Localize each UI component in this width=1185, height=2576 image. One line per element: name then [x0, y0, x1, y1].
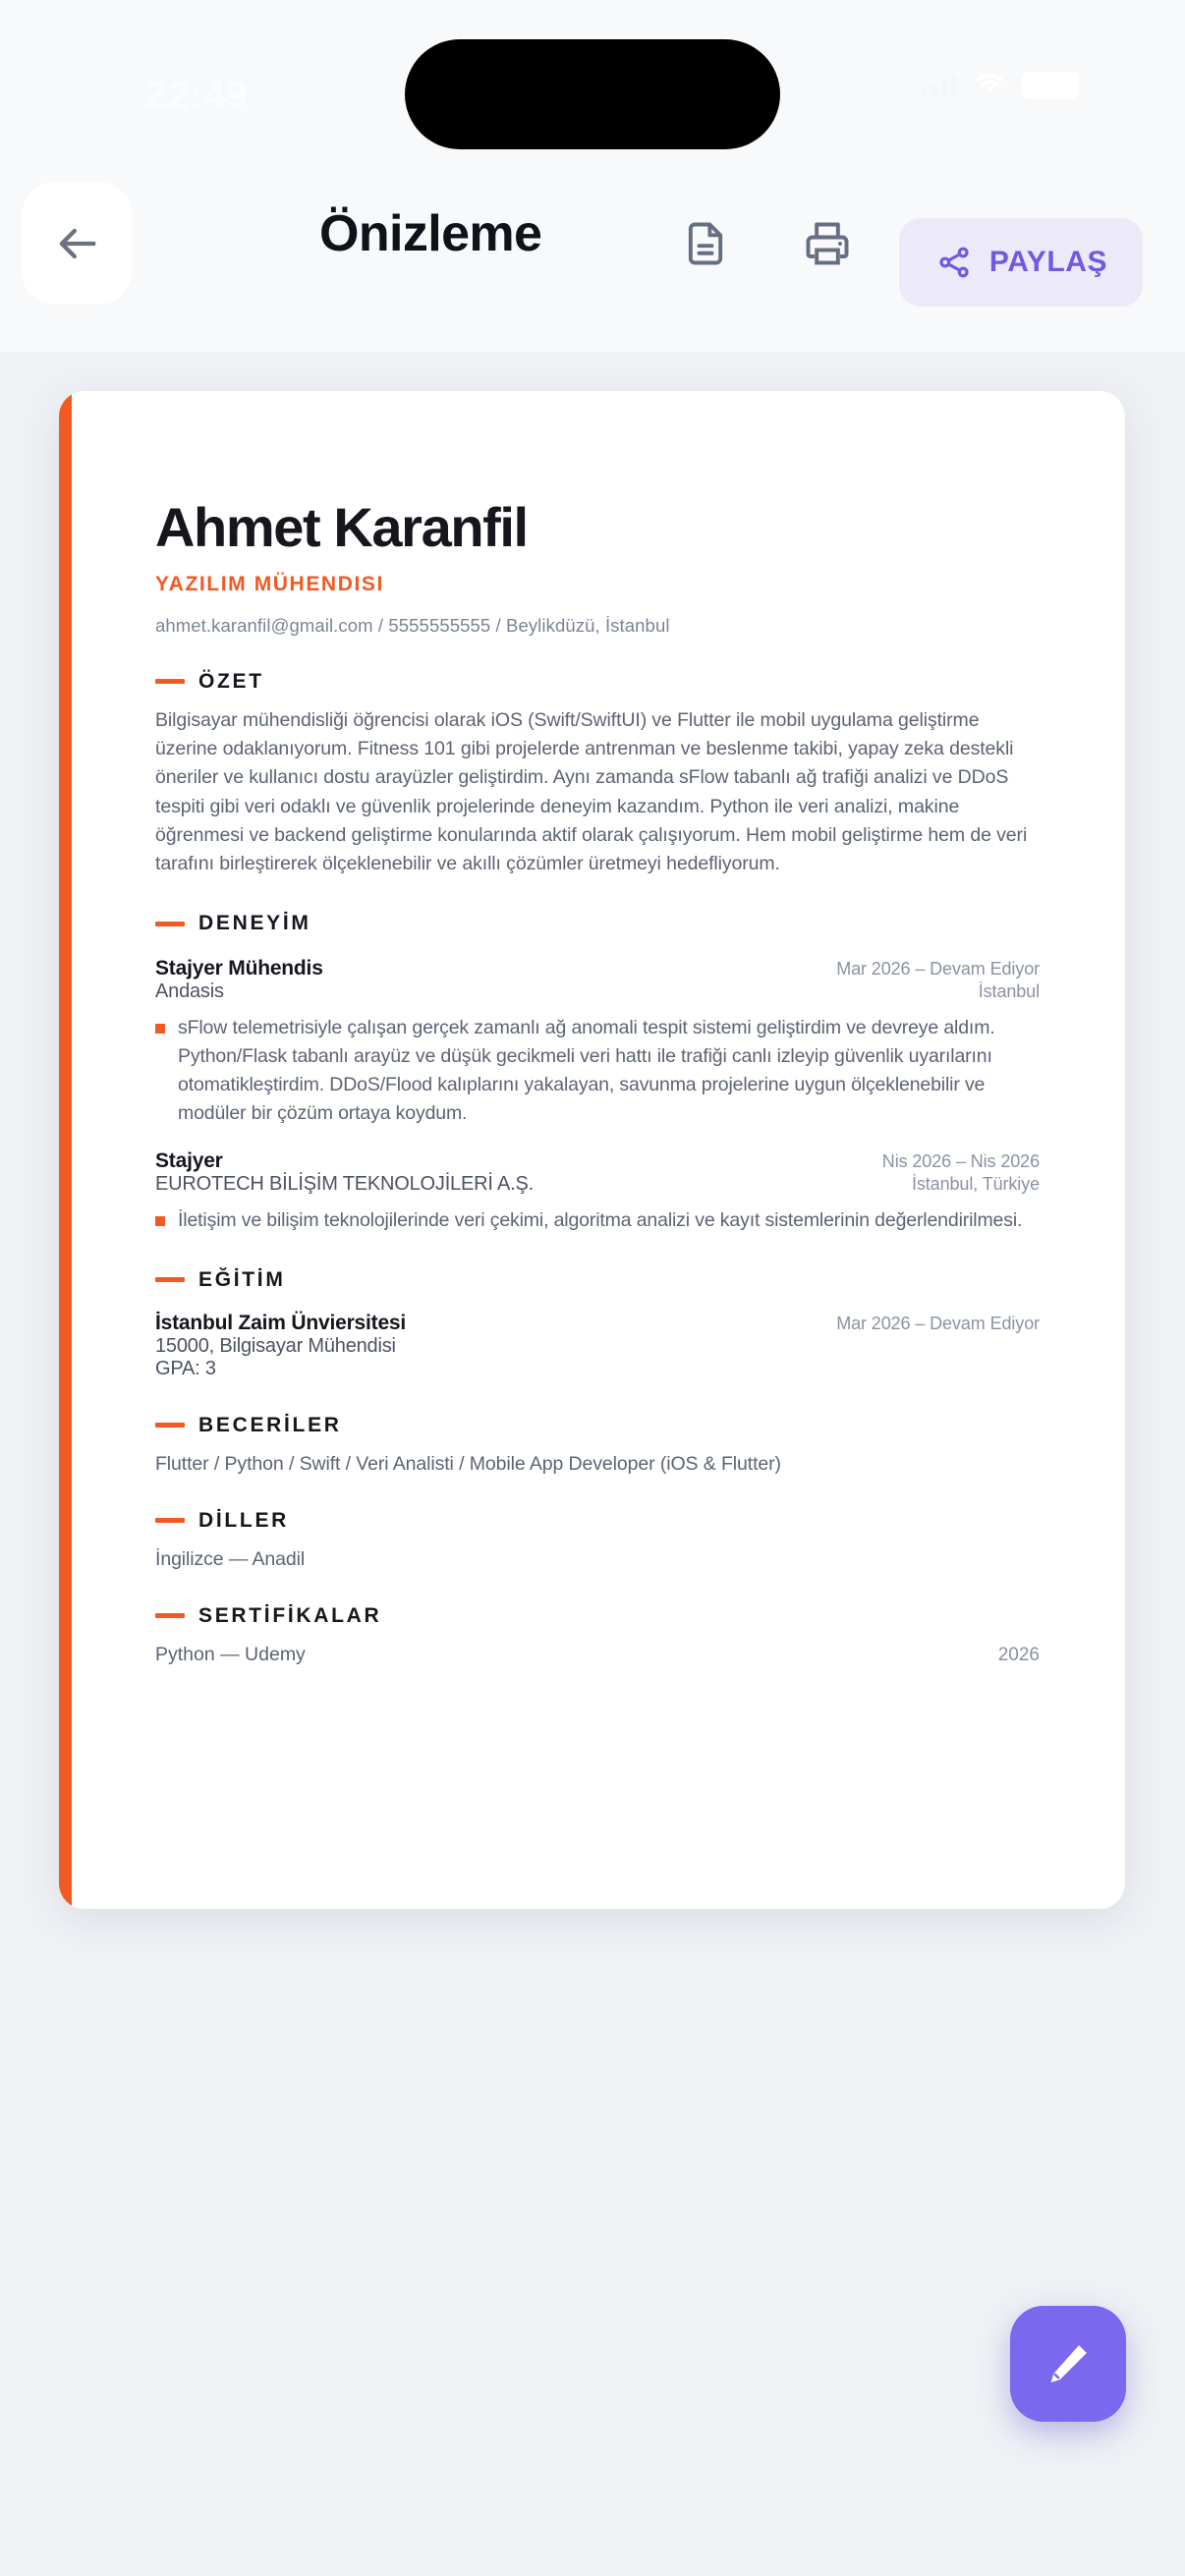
section-dash-icon	[155, 922, 185, 926]
wifi-icon	[971, 69, 1008, 101]
section-header-skills	[155, 1414, 1040, 1437]
section-dash-icon	[155, 1423, 185, 1428]
section-title-certificates: SERTİFİKALAR	[198, 1603, 382, 1627]
status-bar	[0, 0, 1185, 157]
status-bar-time: 22:49	[145, 74, 249, 117]
section-header-education	[155, 1268, 1040, 1292]
page-title: Önizleme	[319, 205, 542, 262]
education-gpa: GPA: 3	[155, 1357, 216, 1379]
cellular-signal-icon	[922, 74, 957, 97]
document-icon	[680, 218, 731, 269]
bullet-square-icon	[155, 1216, 165, 1226]
status-bar-indicators	[922, 69, 1079, 101]
section-title-languages: DİLLER	[198, 1508, 290, 1532]
experience-org: Andasis	[155, 980, 224, 1003]
experience-date: Mar 2026 – Devam Ediyor	[836, 959, 1040, 980]
experience-title: Stajyer	[155, 1148, 223, 1172]
experience-bullet-text: İletişim ve bilişim teknolojilerinde veri çekimi, algoritma analizi ve kayıt sistemlerinin değerlendirilmesi.	[178, 1208, 1023, 1231]
education-date: Mar 2026 – Devam Ediyor	[836, 1313, 1040, 1333]
experience-item	[155, 1149, 1040, 1235]
certificate-year: 2026	[997, 1644, 1040, 1665]
back-button[interactable]	[22, 182, 132, 305]
section-header-languages	[155, 1509, 1040, 1533]
dynamic-island	[405, 39, 780, 149]
section-header-summary	[155, 670, 1040, 694]
resume-role: YAZILIM MÜHENDISI	[155, 572, 384, 595]
certificate-item	[155, 1644, 1040, 1666]
education-item	[155, 1312, 1040, 1380]
experience-location: İstanbul, Türkiye	[911, 1173, 1040, 1194]
section-title-skills: BECERİLER	[198, 1413, 342, 1436]
experience-bullet	[155, 1014, 1040, 1127]
experience-org: EUROTECH BİLİŞİM TEKNOLOJİLERİ A.Ş.	[155, 1172, 534, 1195]
section-title-summary: ÖZET	[198, 669, 264, 693]
edit-fab-button[interactable]	[1010, 2306, 1126, 2422]
experience-location: İstanbul	[978, 981, 1040, 1002]
skills-text: Flutter / Python / Swift / Veri Analisti / Mobile App Developer (iOS & Flutter)	[155, 1452, 781, 1475]
summary-text: Bilgisayar mühendisliği öğrencisi olarak iOS (Swift/SwiftUI) ve Flutter ile mobil uygulama geliştirme üzerine odaklanıyorum. Fitness 101 gibi projelerde antrenman ve beslenme takibi, yapay zeka destekli öneriler ve kullanıcı dostu arayüzler geliştirdim. Aynı zamanda sFlow tabanlı ağ trafiği analizi ve DDoS tespiti gibi veri odaklı ve güvenlik projelerinde deneyim kazandım. Python ile veri analizi, makine öğrenmesi ve backend geliştirme konularında aktif olarak çalışıyorum. Hem mobil geliştirme hem de veri tarafını birleştirerek ölçeklenebilir ve akıllı çözümler üretmeyi hedefliyorum.	[155, 708, 1028, 875]
resume-name: Ahmet Karanfil	[155, 496, 528, 558]
experience-date: Nis 2026 – Nis 2026	[881, 1150, 1040, 1171]
resume-contact: ahmet.karanfil@gmail.com / 5555555555 / Beylikdüzü, İstanbul	[155, 614, 670, 636]
share-button[interactable]	[899, 218, 1143, 307]
pencil-icon	[1042, 2337, 1095, 2390]
section-dash-icon	[155, 679, 185, 684]
experience-bullet	[155, 1206, 1040, 1235]
experience-title: Stajyer Mühendis	[155, 957, 323, 980]
experience-item	[155, 957, 1040, 1127]
resume-preview-card[interactable]	[59, 391, 1125, 1909]
section-dash-icon	[155, 1518, 185, 1523]
certificate-name: Python — Udemy	[155, 1643, 306, 1665]
printer-icon	[802, 218, 853, 269]
section-title-education: EĞİTİM	[198, 1267, 286, 1291]
arrow-left-icon	[51, 218, 102, 269]
education-school: İstanbul Zaim Ünviersitesi	[155, 1311, 407, 1334]
battery-icon	[1022, 72, 1079, 99]
education-detail: 15000, Bilgisayar Mühendisi	[155, 1334, 396, 1357]
section-header-experience	[155, 912, 1040, 935]
share-button-label: PAYLAŞ	[988, 246, 1108, 278]
document-button[interactable]	[670, 208, 741, 279]
accent-bar	[59, 391, 72, 1909]
print-button[interactable]	[792, 208, 863, 279]
section-dash-icon	[155, 1613, 185, 1618]
section-header-certificates	[155, 1604, 1040, 1628]
section-title-experience: DENEYİM	[198, 912, 311, 935]
experience-bullet-text: sFlow telemetrisiyle çalışan gerçek zamanlı ağ anomali tespit sistemi geliştirdim ve devreye aldım. Python/Flask tabanlı arayüz ve düşük gecikmeli veri hattı ile trafiği canlı izleyip güvenlik uyarılarını otomatikleştirdim. DDoS/Flood kalıplarını yakalayan, savunma projelerine uygun ölçeklenebilir ve modüler bir çözüm ortaya koydum.	[178, 1017, 995, 1124]
bullet-square-icon	[155, 1024, 165, 1034]
languages-text: İngilizce — Anadil	[155, 1547, 306, 1570]
section-dash-icon	[155, 1277, 185, 1282]
share-icon	[934, 243, 974, 282]
